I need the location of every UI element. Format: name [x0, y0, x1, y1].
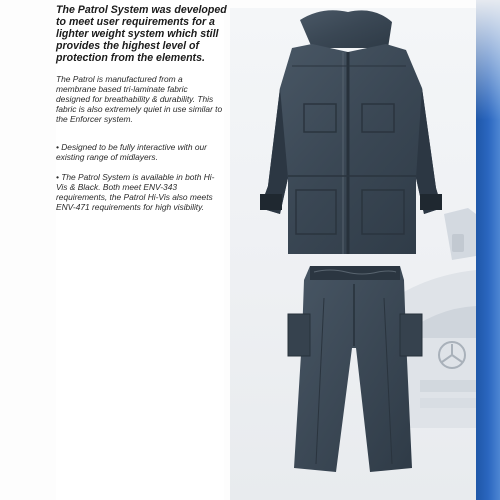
- accent-stripe-fade: [476, 0, 500, 120]
- text-column: [56, 0, 227, 500]
- trousers-image: [230, 8, 476, 500]
- product-photo-panel: [230, 8, 476, 500]
- description-paragraph: The Patrol is manufactured from a membrane based tri-laminate fabric designed for breathability & durability. This fabric is also extremely quiet in use similar to the Enforcer system.: [56, 74, 223, 124]
- bullet-availability: • The Patrol System is available in both Hi-Vis & Black. Both meet ENV-343 requirements, the Patrol Hi-Vis also meets ENV-471 requirements for high visibility.: [56, 172, 215, 212]
- headline: The Patrol System was developed to meet user requirements for a lighter weight system which still provides the highest level of protection from the elements.: [56, 4, 227, 64]
- bullet-midlayers: • Designed to be fully interactive with our existing range of midlayers.: [56, 142, 207, 162]
